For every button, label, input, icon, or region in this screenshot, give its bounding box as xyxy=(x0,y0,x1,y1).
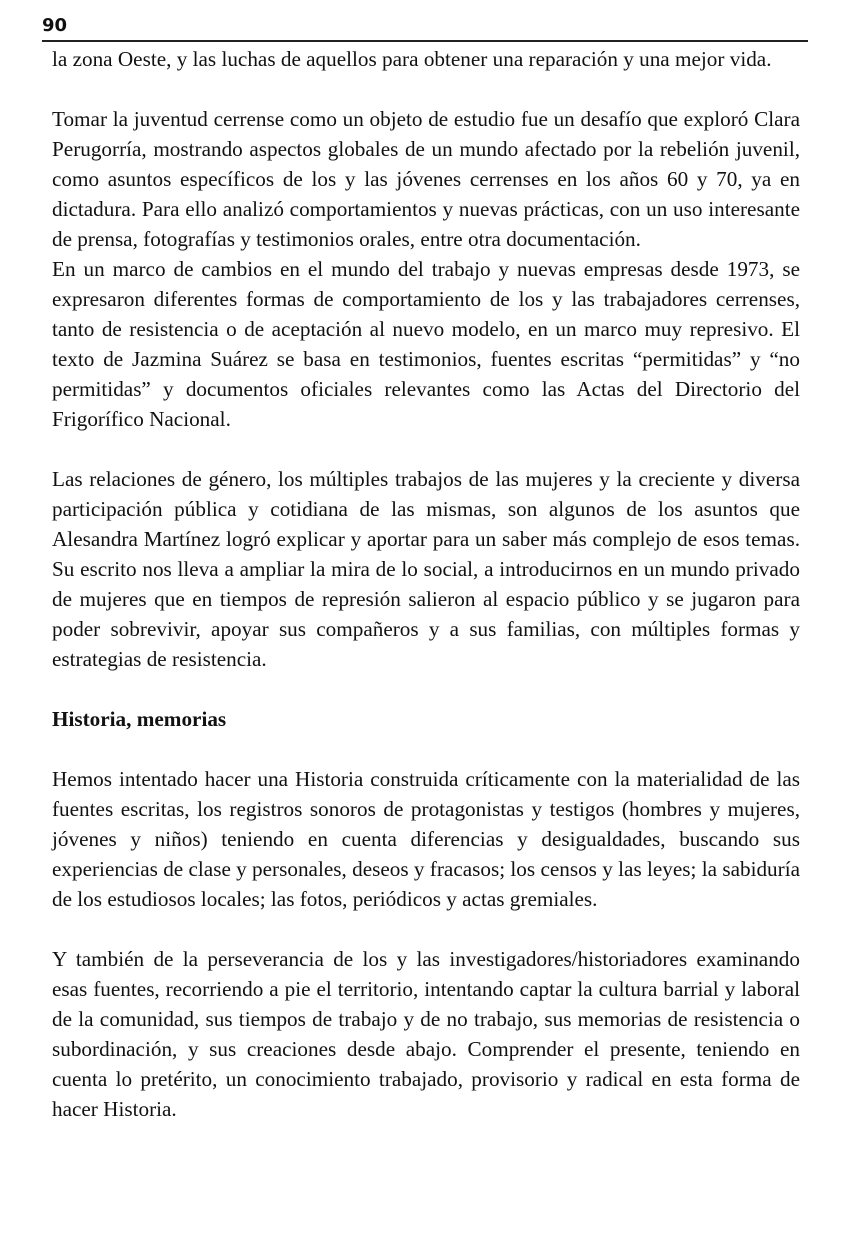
paragraph-gap xyxy=(52,434,800,464)
paragraph-2: Tomar la juventud cerrense como un objeto de estudio fue un desafío que exploró Clara Perugorría, mostrando aspectos globales de un mundo afectado por la rebelión juvenil, como asuntos específicos de los y las jóvenes cerrenses en los años 60 y 70, ya en dictadura. Para ello analizó comportamientos y nuevas prácticas, con un uso interesante de prensa, fotografías y testimonios orales, entre otra documentación. xyxy=(52,107,800,251)
paragraph-gap xyxy=(52,674,800,704)
paragraph-1: la zona Oeste, y las luchas de aquellos para obtener una reparación y una mejor vida. xyxy=(52,47,772,71)
paragraph-3: En un marco de cambios en el mundo del trabajo y nuevas empresas desde 1973, se expresaron diferentes formas de comportamiento de los y las trabajadores cerrenses, tanto de resistencia o de aceptación al nuevo modelo, en un marco muy represivo. El texto de Jazmina Suárez se basa en testimonios, fuentes escritas “permitidas” y “no permitidas” y documentos oficiales relevantes como las Actas del Directorio del Frigorífico Nacional. xyxy=(52,257,800,431)
paragraph-gap xyxy=(52,734,800,764)
paragraph-4: Las relaciones de género, los múltiples trabajos de las mujeres y la creciente y diversa participación pública y cotidiana de las mismas, son algunos de los asuntos que Alesandra Martínez logró explicar y aportar para un saber más complejo de esos temas. Su escrito nos lleva a ampliar la mira de lo social, a introducirnos en un mundo privado de mujeres que en tiempos de represión salieron al espacio público y se jugaron para poder sobrevivir, apoyar sus compañeros y a sus familias, con múltiples formas y estrategias de resistencia. xyxy=(52,467,800,671)
paragraph-gap xyxy=(52,74,800,104)
paragraph-5: Hemos intentado hacer una Historia construida críticamente con la materialidad de las fuentes escritas, los registros sonoros de protagonistas y testigos (hombres y mujeres, jóvenes y niños) teniendo en cuenta diferencias y desigualdades, buscando sus experiencias de clase y personales, deseos y fracasos; los censos y las leyes; la sabiduría de los estudiosos locales; las fotos, periódicos y actas gremiales. xyxy=(52,767,800,911)
section-heading: Historia, memorias xyxy=(52,707,227,731)
header-rule xyxy=(42,40,808,42)
page-body xyxy=(52,44,800,1124)
page-number: 90 xyxy=(42,15,68,36)
paragraph-gap xyxy=(52,914,800,944)
paragraph-6: Y también de la perseverancia de los y las investigadores/historiadores examinando esas fuentes, recorriendo a pie el territorio, intentando captar la cultura barrial y laboral de la comunidad, sus tiempos de trabajo y de no trabajo, sus memorias de resistencia o subordinación, y sus creaciones desde abajo. Comprender el presente, teniendo en cuenta lo pretérito, un conocimiento trabajado, provisorio y radical en esta forma de hacer Historia. xyxy=(52,947,800,1121)
